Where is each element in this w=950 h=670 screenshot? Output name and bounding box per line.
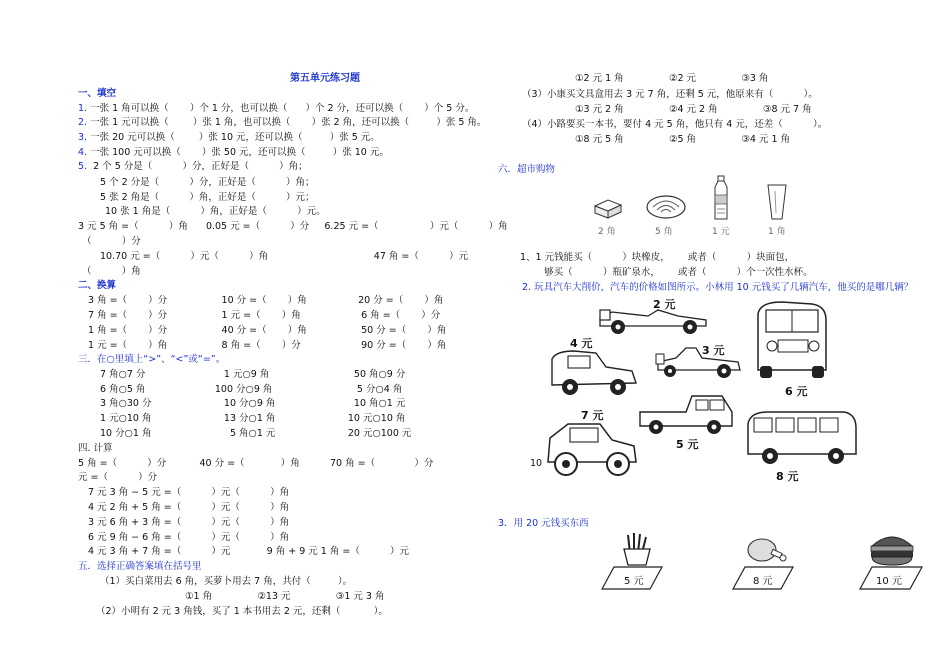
calc-row: 7 元 3 角 − 5 元 =（ ）元（ ）角 bbox=[88, 487, 290, 498]
van-car-image bbox=[752, 300, 830, 382]
conversion-line: （ ）分 bbox=[82, 236, 141, 247]
bread-image bbox=[645, 192, 687, 220]
question-text: 一张 1 元可以换（ ）张 1 角，也可以换（ ）张 2 角，还可以换（ ）张 5 角。 bbox=[87, 117, 487, 128]
choice-question-1: （1）买白菜用去 6 角，买萝卜用去 7 角，共付（ ）。 bbox=[100, 576, 353, 587]
fill-question-5 bbox=[78, 160, 308, 173]
fill-question-3 bbox=[78, 131, 380, 144]
burger-image bbox=[868, 530, 916, 568]
section-4-heading: 四. 计算 bbox=[78, 443, 113, 454]
question-number: 1. bbox=[78, 103, 88, 114]
water-price: 1 元 bbox=[712, 227, 730, 237]
shop-question-3: 3．用 20 元钱买东西 bbox=[498, 518, 589, 529]
choice-options-1: ①1 角 ②13 元 ③1 元 3 角 bbox=[185, 591, 385, 602]
eraser-price: 2 角 bbox=[598, 227, 616, 237]
racer-car-image bbox=[654, 344, 744, 378]
compare-row: 3 角○30 分 10 分○9 角 10 角○1 元 bbox=[100, 398, 406, 409]
exchange-row: 1 角 =（ ）分 40 分 =（ ）角 50 分 =（ ）角 bbox=[88, 325, 447, 336]
shop-question-1a: 1、1 元钱能买（ ）块橡皮， 或者（ ）块面包， bbox=[520, 252, 795, 263]
compare-row: 7 角○7 分 1 元○9 角 50 角○9 分 bbox=[100, 369, 406, 380]
fill-question-2 bbox=[78, 116, 486, 129]
section-5-heading: 五．选择正确答案填在括号里 bbox=[78, 561, 202, 572]
fill-question-5-line: 5 张 2 角是（ ）角，正好是（ ）元； bbox=[100, 192, 315, 203]
jeep-car-image bbox=[542, 418, 642, 480]
fill-question-1 bbox=[78, 102, 474, 115]
fries-price: 5 元 bbox=[624, 576, 644, 587]
calc-row: 元 =（ ）分 bbox=[78, 472, 158, 483]
pickup-car-image bbox=[636, 392, 736, 436]
racer-car-price: 3 元 bbox=[702, 344, 725, 357]
compare-row: 10 分○1 角 5 角○1 元 20 元○100 元 bbox=[100, 428, 412, 439]
paper-cup-image bbox=[767, 183, 787, 221]
pickup-car-price: 5 元 bbox=[676, 438, 699, 451]
bus-car-price: 8 元 bbox=[776, 470, 799, 483]
eraser-image bbox=[592, 196, 624, 220]
fill-question-5-line: 10 张 1 角是（ ）角，正好是（ ）元。 bbox=[105, 206, 326, 217]
fill-question-4 bbox=[78, 146, 389, 159]
question-number: 4. bbox=[78, 147, 88, 158]
question-text: 一张 20 元可以换（ ）张 10 元，还可以换（ ）张 5 元。 bbox=[87, 132, 380, 143]
section-6-heading: 六．超市购物 bbox=[498, 164, 556, 175]
compare-row: 6 角○5 角 100 分○9 角 5 分○4 角 bbox=[100, 384, 403, 395]
calc-row: 4 元 2 角 + 5 角 =（ ）元（ ）角 bbox=[88, 502, 290, 513]
conversion-line: 10.70 元 =（ ）元（ ）角 47 角 =（ ）元 bbox=[100, 251, 469, 262]
choice-options-2: ①2 元 1 角 ②2 元 ③3 角 bbox=[575, 73, 769, 84]
choice-options-3: ①3 元 2 角 ②4 元 2 角 ③8 元 7 角 bbox=[575, 104, 812, 115]
choice-question-2: （2）小明有 2 元 3 角钱，买了 1 本书用去 2 元，还剩（ ）。 bbox=[96, 606, 388, 617]
conversion-line: 3 元 5 角 =（ ）角 0.05 元 =（ ）分 6.25 元 =（ ）元（ ）角 bbox=[78, 221, 508, 232]
choice-question-3: （3）小康买文具盒用去 3 元 7 角，还剩 5 元，他原来有（ ）。 bbox=[522, 89, 818, 100]
chicken-price: 8 元 bbox=[753, 576, 773, 587]
section-3-heading: 三．在○里填上“>”、“<”或“=”。 bbox=[78, 354, 226, 365]
jeep-car-price: 7 元 bbox=[581, 409, 604, 422]
toy-car-question: 2. 玩具汽车大削价，汽车的价格如图所示。小林用 10 元钱买了几辆汽车，他买的是哪几辆？ bbox=[522, 282, 914, 293]
question-number: 2. bbox=[78, 117, 88, 128]
conversion-line: （ ）角 bbox=[82, 266, 141, 277]
burger-price: 10 元 bbox=[876, 576, 902, 587]
exchange-row: 7 角 =（ ）分 1 元 =（ ）角 6 角 =（ ）分 bbox=[88, 310, 441, 321]
compare-row: 1 元○10 角 13 分○1 角 10 元○10 角 bbox=[100, 413, 406, 424]
question-text: 一张 100 元可以换（ ）张 50 元，还可以换（ ）张 10 元。 bbox=[87, 147, 389, 158]
calc-row: 6 元 9 角 − 6 角 =（ ）元（ ）角 bbox=[88, 532, 290, 543]
shop-question-1b: 够买（ ）瓶矿泉水， 或者（ ）个一次性水杯。 bbox=[520, 267, 813, 278]
choice-options-4: ①8 元 5 角 ②5 角 ③4 元 1 角 bbox=[575, 134, 791, 145]
question-number: 5. bbox=[78, 161, 88, 172]
question-text: 一张 1 角可以换（ ）个 1 分，也可以换（ ）个 2 分，还可以换（ ）个 5 分。 bbox=[87, 103, 475, 114]
question-number: 3. bbox=[78, 132, 88, 143]
bus-car-image bbox=[744, 408, 860, 468]
water-bottle-image bbox=[711, 175, 731, 221]
fill-question-5-line: 5 个 2 分是（ ）分，正好是（ ）角； bbox=[100, 177, 315, 188]
small-car-price: 4 元 bbox=[570, 337, 593, 350]
section-2-heading: 二、换算 bbox=[78, 280, 117, 291]
exchange-row: 1 元 =（ ）角 8 角 =（ ）分 90 分 =（ ）角 bbox=[88, 340, 447, 351]
calc-row: 3 元 6 角 + 3 角 =（ ）元（ ）角 bbox=[88, 517, 290, 528]
cup-price: 1 角 bbox=[768, 227, 786, 237]
choice-question-4: （4）小路要买一本书，要付 4 元 5 角，他只有 4 元，还差（ ）。 bbox=[522, 119, 828, 130]
van-car-price: 6 元 bbox=[785, 385, 808, 398]
calc-row: 4 元 3 角 + 7 角 =（ ）元 9 角 + 9 元 1 角 =（ ）元 bbox=[88, 546, 410, 557]
shop-question-2 bbox=[522, 281, 913, 294]
chicken-leg-image bbox=[744, 534, 788, 566]
race-car-price: 2 元 bbox=[653, 298, 676, 311]
page-title: 第五单元练习题 bbox=[290, 73, 360, 84]
question-text: 2 个 5 分是（ ）分，正好是（ ）角； bbox=[87, 161, 308, 172]
section-1-heading: 一、填空 bbox=[78, 88, 117, 99]
fries-image bbox=[612, 531, 662, 567]
bread-price: 5 角 bbox=[655, 227, 673, 237]
small-car-image bbox=[548, 349, 640, 397]
exchange-row: 3 角 =（ ）分 10 分 =（ ）角 20 分 =（ ）角 bbox=[88, 295, 444, 306]
calc-row: 5 角 =（ ）分 40 分 =（ ）角 70 角 =（ ）分 10 bbox=[78, 458, 543, 469]
